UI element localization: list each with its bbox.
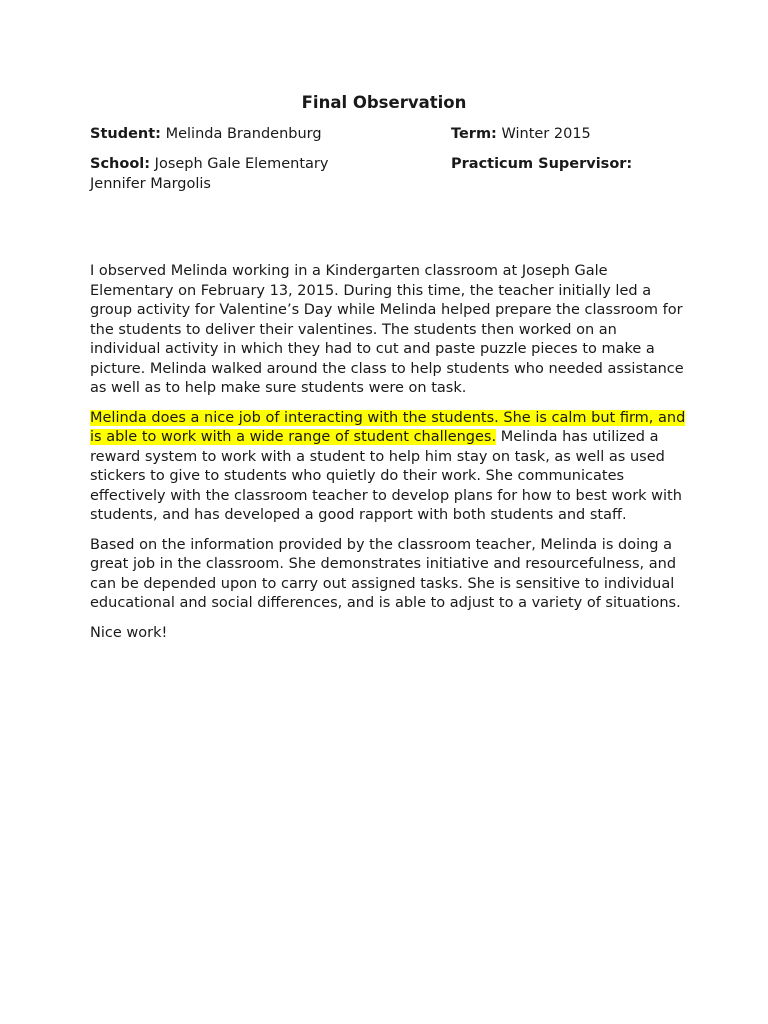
school-value: Joseph Gale Elementary [154,156,329,172]
term-label: Term: [451,126,497,142]
header-info [90,124,690,194]
paragraph-4: Nice work! [90,624,168,641]
paragraph-1: I observed Melinda working in a Kindergarten classroom at Joseph Gale Elementary on February 13, 2015. During this time, the teacher initially led a group activity for Valentine’s Day while Melinda helped prepare the classroom for the students to deliver their valentines. The students then worked on an individual activity in which they had to cut and paste puzzle pieces to make a picture. Melinda walked around the class to help students who needed assistance as well as to help make sure students were on task. [90,263,684,396]
school-field [90,154,328,174]
header-row-student [90,124,690,144]
term-field [451,124,591,144]
paragraph-3: Based on the information provided by the classroom teacher, Melinda is doing a great job in the classroom. She demonstrates initiative and resourcefulness, and can be depended upon to carry out assigned tasks. She is sensitive to individual educational and social differences, and is able to adjust to a variety of situations. [90,536,681,611]
student-field [90,124,322,144]
supervisor-field [451,154,632,174]
highlighted-text: Melinda does a nice job of interacting with the students. She is calm but firm, and is able to work with a wide range of student challenges. [90,409,686,445]
observation-body [90,262,690,653]
paragraph-2-rest: Melinda has utilized a reward system to work with a student to help him stay on task, as well as used stickers to give to students who quietly do their work. She communicates effectively with the classroom teacher to develop plans for how to best work with students, and has developed a good rapport with both students and staff. [90,429,682,523]
document-title: Final Observation [301,93,467,112]
school-label: School: [90,156,151,172]
paragraph-2 [90,409,690,526]
student-label: Student: [90,126,161,142]
student-value: Melinda Brandenburg [165,126,322,142]
term-value: Winter 2015 [501,126,591,142]
header-row-supervisor-name [90,174,690,194]
supervisor-label: Practicum Supervisor: [451,156,633,172]
supervisor-value: Jennifer Margolis [90,176,211,192]
header-row-school [90,154,690,174]
